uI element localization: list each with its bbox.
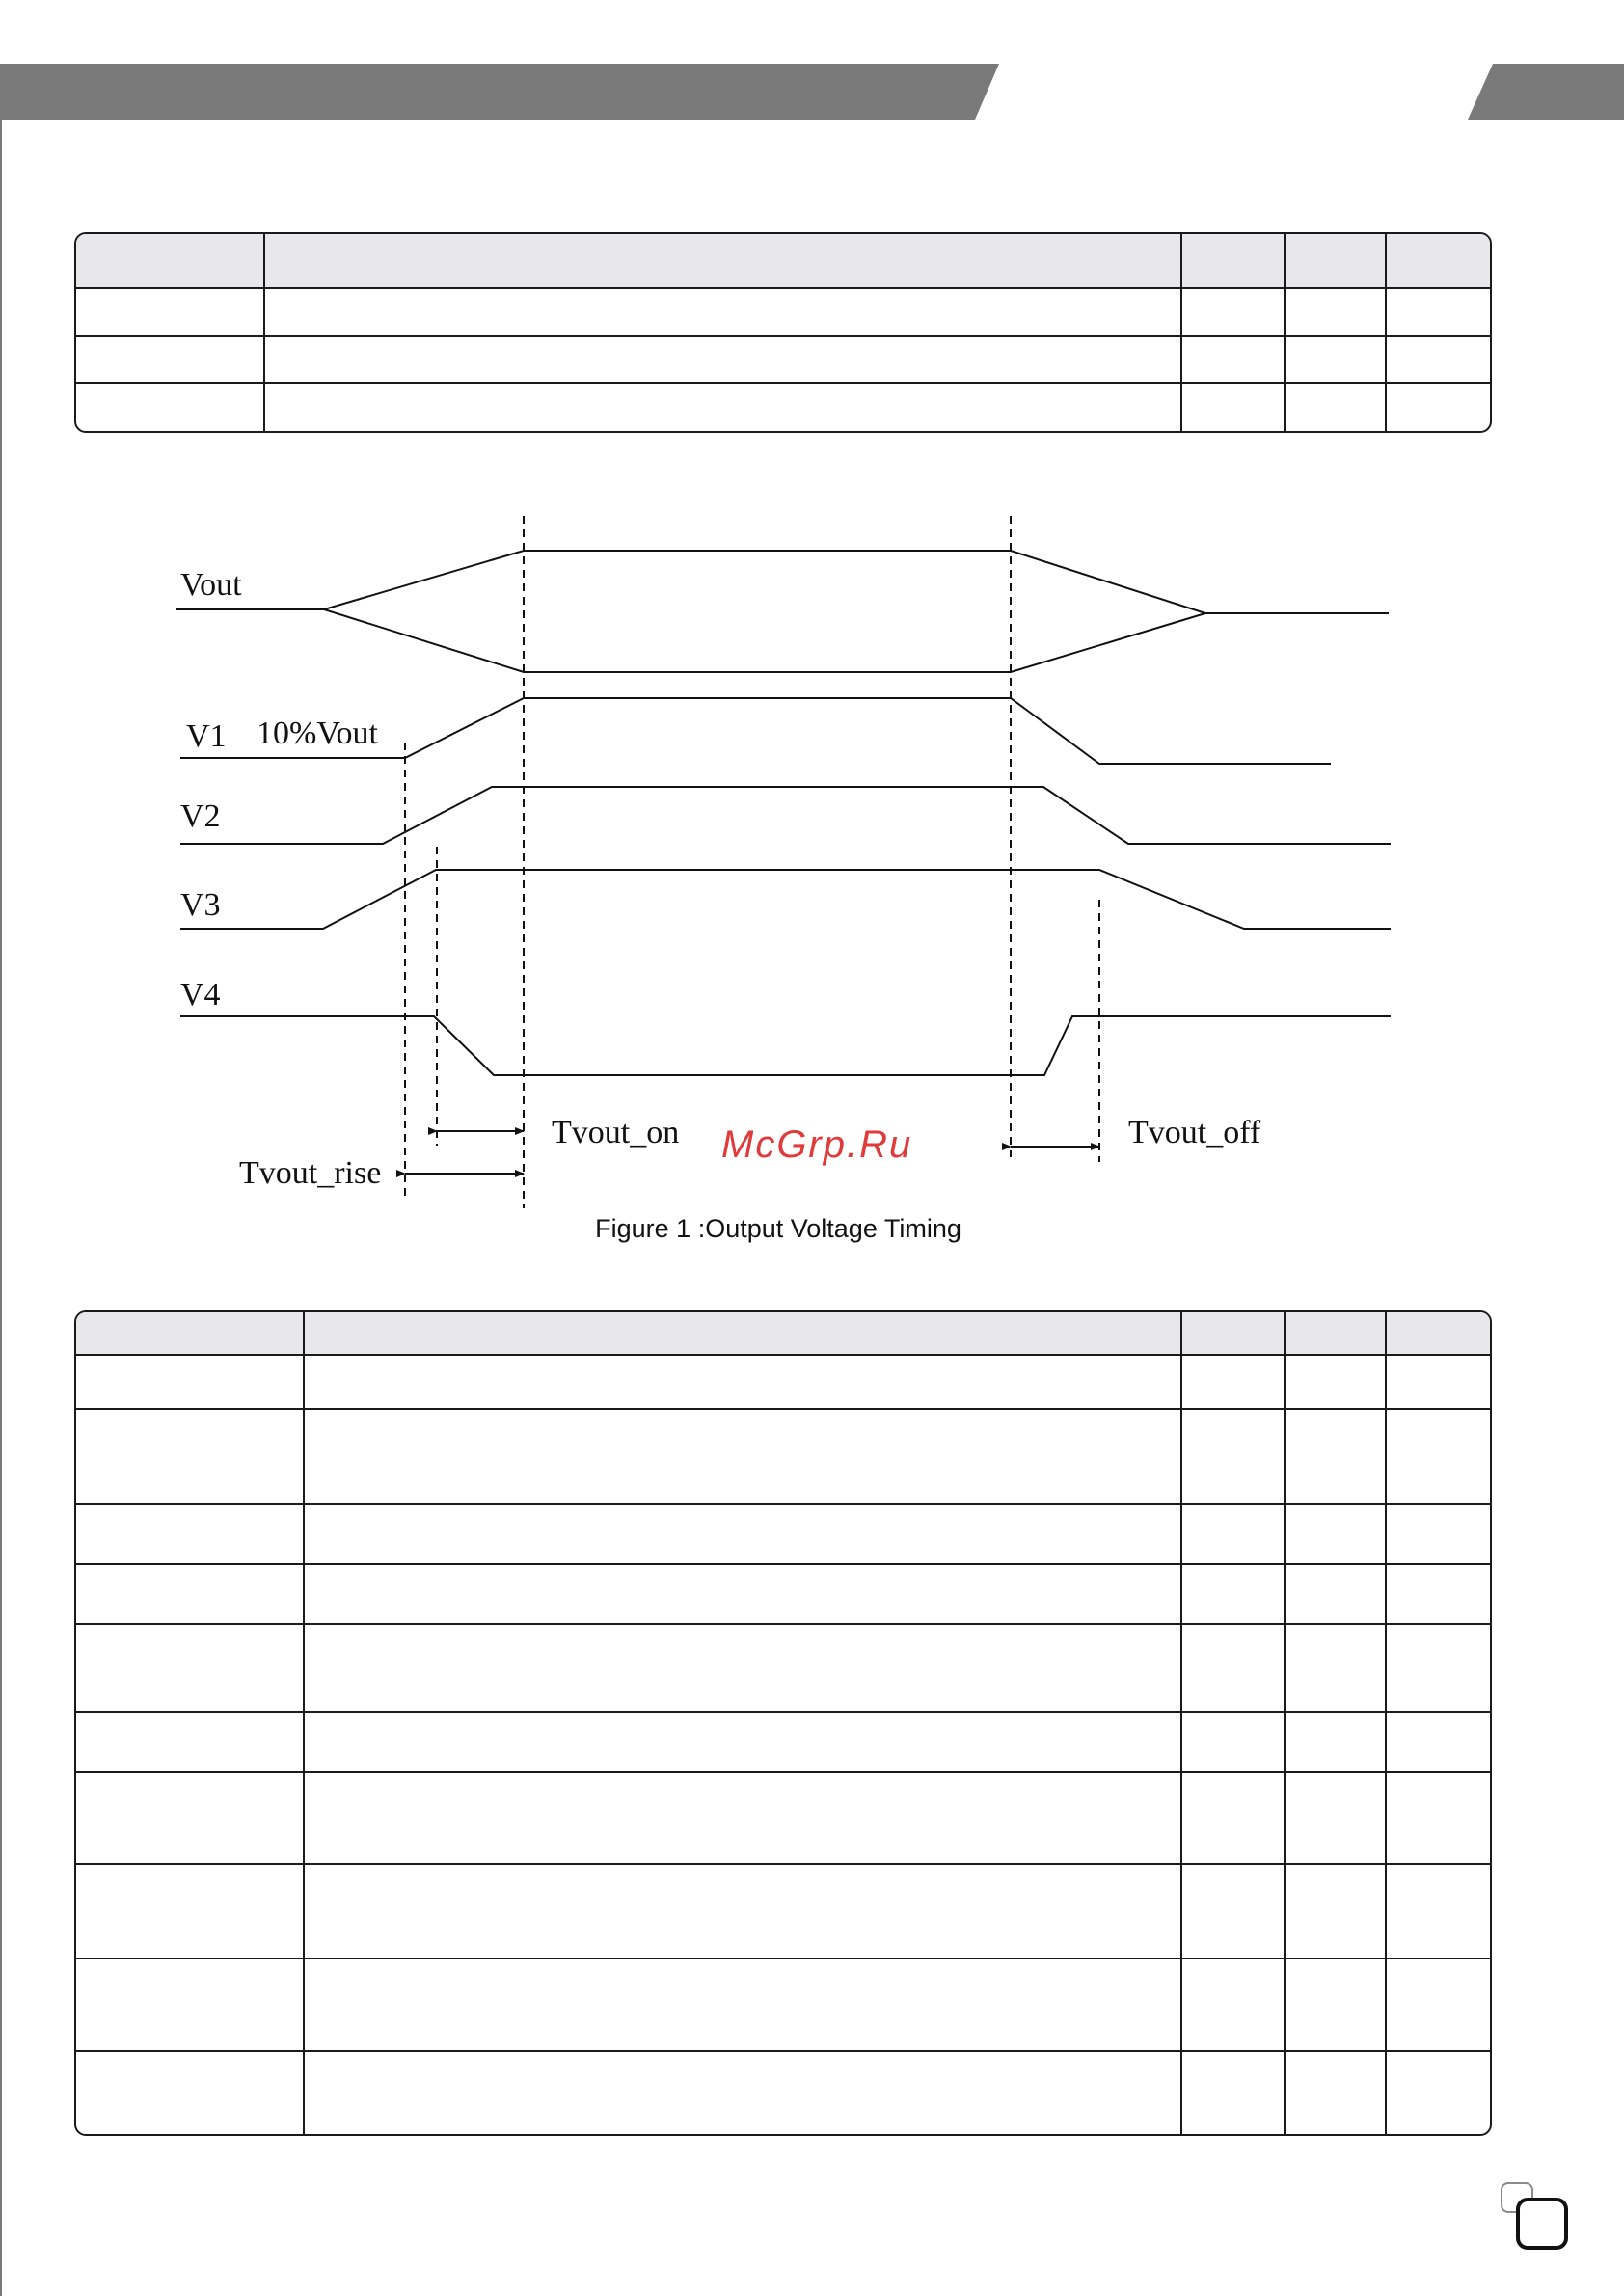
label-v2: V2 xyxy=(180,798,221,834)
watermark: McGrp.Ru xyxy=(721,1123,913,1166)
table-row xyxy=(76,1713,1490,1773)
label-vout: Vout xyxy=(180,567,242,603)
vout-waveform-bottom xyxy=(324,609,1205,672)
table-row xyxy=(76,337,1490,384)
bottom-spec-table xyxy=(74,1310,1492,2136)
label-v1: V1 xyxy=(186,718,227,754)
vout-waveform-top xyxy=(176,551,1389,613)
table-row xyxy=(76,1959,1490,2052)
table-header-row xyxy=(76,1312,1490,1356)
label-tvout-on: Tvout_on xyxy=(552,1115,680,1150)
table-row xyxy=(76,1625,1490,1713)
table-row xyxy=(76,1565,1490,1625)
table-row xyxy=(76,289,1490,337)
label-10-percent-vout: 10%Vout xyxy=(257,716,378,751)
header-bar xyxy=(0,0,1624,135)
v4-waveform xyxy=(180,1016,1391,1075)
table-header-row xyxy=(76,234,1490,289)
figure-caption: Figure 1 :Output Voltage Timing xyxy=(595,1214,961,1243)
table-row xyxy=(76,1410,1490,1505)
label-tvout-rise: Tvout_rise xyxy=(239,1155,382,1191)
label-v4: V4 xyxy=(180,977,221,1013)
table-row xyxy=(76,1356,1490,1410)
table-row xyxy=(76,2052,1490,2134)
top-spec-table xyxy=(74,232,1492,433)
v3-waveform xyxy=(180,870,1391,929)
table-row xyxy=(76,1505,1490,1565)
label-tvout-off: Tvout_off xyxy=(1128,1115,1261,1150)
label-v3: V3 xyxy=(180,887,221,923)
table-row xyxy=(76,1773,1490,1865)
v2-waveform xyxy=(180,787,1391,844)
page-corner-icon xyxy=(1497,2177,1574,2255)
table-row xyxy=(76,1865,1490,1959)
table-row xyxy=(76,384,1490,431)
